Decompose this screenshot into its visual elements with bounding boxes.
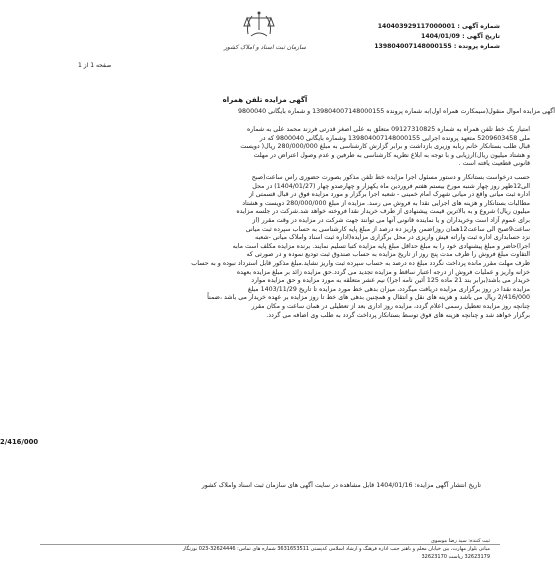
case-number: 139804007148000155 [374,43,452,50]
org-script-text: سازمان ثبت اسناد و املاک کشور [223,44,307,51]
body-line: برای عموم آزاد است وخریداران و یا نماینده قانونی آنها می توانند جهت شرکت در مزایده در وقت مقرر (از [252,216,530,224]
body-line: ساعت9صبح الی ساعت12همان روز)ضمن واریز ده درصد از مبلغ پایه کارشناسی به حساب سپرده ثبت میانی [245,225,530,233]
judiciary-emblem-icon [242,10,276,42]
body-line: امتیاز یک خط تلفن همراه به شماره 09127310825 متعلق به علی اصغر قدرتی فرزند محمد علی به شماره [246,126,530,133]
body-line: التفاوت مبلغ فروش را ظرف مدت پنج روز از تاریخ مزایده به حساب صندوق ثبت تودیع نموده و در صورتی که [246,251,530,259]
body-line: مطالبات بستانکار و هزینه های اجرایی نقدا به فروش می رسد. مزایده از مبلغ 280/000/000 دویست و هشتاد [242,199,530,207]
body-line: چنانچه روز مزایده تعطیل رسمی اعلام گردد، مزایده روز اداری بعد از تعطیلی در همان ساعت و مکان مقرر [251,302,530,310]
body-line: قبال طلب بستانکار خانم ربابه وزیری بازداشت و برابر گزارش کارشناسی به مبلغ 280/000/000 ریال( دویست [240,143,530,151]
office-address: میانی بلوار مهارت، بین خیابان معلم و باهنر جنب اداره فرهنگ و ارشاد اسلامی کدپستی 3631653511 شماره های تماس: 32624446-023 نورنگار [182,546,490,552]
notice-date: 1404/01/09 [421,33,460,40]
case-number-label: شماره پرونده [458,43,500,50]
case-number-row: شماره پرونده : 139804007148000155 [374,43,500,50]
notice-number-label: شماره آگهی [462,23,500,30]
publish-date-line: تاریخ انتشار آگهی مزایده: 1404/01/16 قابل مشاهده در سایت آگهی های سازمان ثبت اسناد واملاک کشور [201,482,481,489]
body-line: الی12ظهر روز چهار شنبه مورخ بیستم هفتم فروردین ماه یکهزار و چهارصدو چهار (1404/01/27) در محل [252,182,530,190]
debt-amount: 2/416/000 [0,438,39,446]
body-line: 2/416/000 ریال می باشد و هزینه های نقل و انتقال و همچنین بدهی های خط تا روز مزایده بر عهده خریدار می باشد ،ضمناً [207,294,530,302]
registrar-signature: ثبت کننده: سید رضا موسوی [431,538,490,544]
notice-number-row: شماره آگهی : 140403929117000001 [377,23,500,30]
notice-body [0,108,555,123]
body-line: مزایده نقدا در روز برگزاری مزایده دریافت میگردد، میزان بدهی خط مورد مزایده تا تاریخ 1403/11/29 مبلغ [247,285,530,293]
paragraph-auction-terms [10,174,530,320]
body-line: ملی 5209603458 متعهد پرونده اجرایی 139804007148000155 وشماره بایگانی 9800040 که در [259,134,530,142]
body-line: اداره ثبت میانی واقع در میانی شهرک امام خمینی - شعبه اجرا برگزار و مورد مزایده فوق در قبال قسمتی از [249,191,530,199]
paragraph-ownership [10,126,530,169]
body-line: نزد حسابداری اداره ثبت واراته فیش واریزی در محل برگزاری مزایده(اداره ثبت اسناد واملاک میانی -شعبه [255,234,530,242]
notice-intro-line: آگهی مزایده اموال منقول(سیمکارت همراه اول)به شماره پرونده 139804007148000155 و شماره بایگانی 9800040 [238,108,555,115]
body-line: و هشتاد میلیون ریال)ارزیابی و با توجه به ابلاغ نظریه کارشناسی به طرفین و عدم وصول اعتراض در مهلت [253,151,530,159]
office-phone: 32623179 ریاست 32623170 [421,554,490,560]
body-line: میلیون ریال) شروع و به بالاترین قیمت پیشنهادی از طرف خریدار نقدا فروخته خواهد شد.شرکت در جلسه مزایده [236,208,530,216]
body-line: حسب درخواست بستانکار و دستور مسئول اجرا مزایده خط تلفن مذکور بصورت حضوری راس ساعت(صبح [251,174,530,181]
body-line: اجرا)حاضر و مبلغ پیشنهادی خود را به مبلغ حداقل مبلغ پایه مزایده کتبا تسلیم نمایند. برنده مزایده مکلف است مابه [232,242,530,250]
body-line: خزانه واریز و عملیات فروش از درجه اعتبار ساقط و مزایده تجدید می گردد.حق مزایده زائد بر مبلغ مزایده بعهده [236,268,530,276]
notice-date-row: تاریخ آگهی : 1404/01/09 [421,33,500,40]
notice-title: آگهی مزایده تلفن همراه [222,96,308,104]
body-line: برگزار خواهد شد و چنانچه هزینه های فوق توسط بستانکار پرداخت گردد به طلب وی اضافه می گردد. [266,311,530,319]
page-number: صفحه 1 از 1 [78,62,112,69]
notice-date-label: تاریخ آگهی [466,33,500,40]
body-line: قانونی قطعیت یافته است . [458,160,530,168]
notice-number: 140403929117000001 [377,23,456,30]
body-line: ظرف مهلت مقرر مانده پرداخت نگردد مبلغ ده درصد به حساب سپرده ثبت واریز نشاید.مبلغ مذکور قابل استرداد نبوده و به حساب [191,259,530,267]
body-line: خریدار می باشد(برابر بند 21 ماده 125 آئین نامه اجرا) نیم عشر متعلقه به مورد مزایده و حق مزایده موارد [251,277,530,285]
